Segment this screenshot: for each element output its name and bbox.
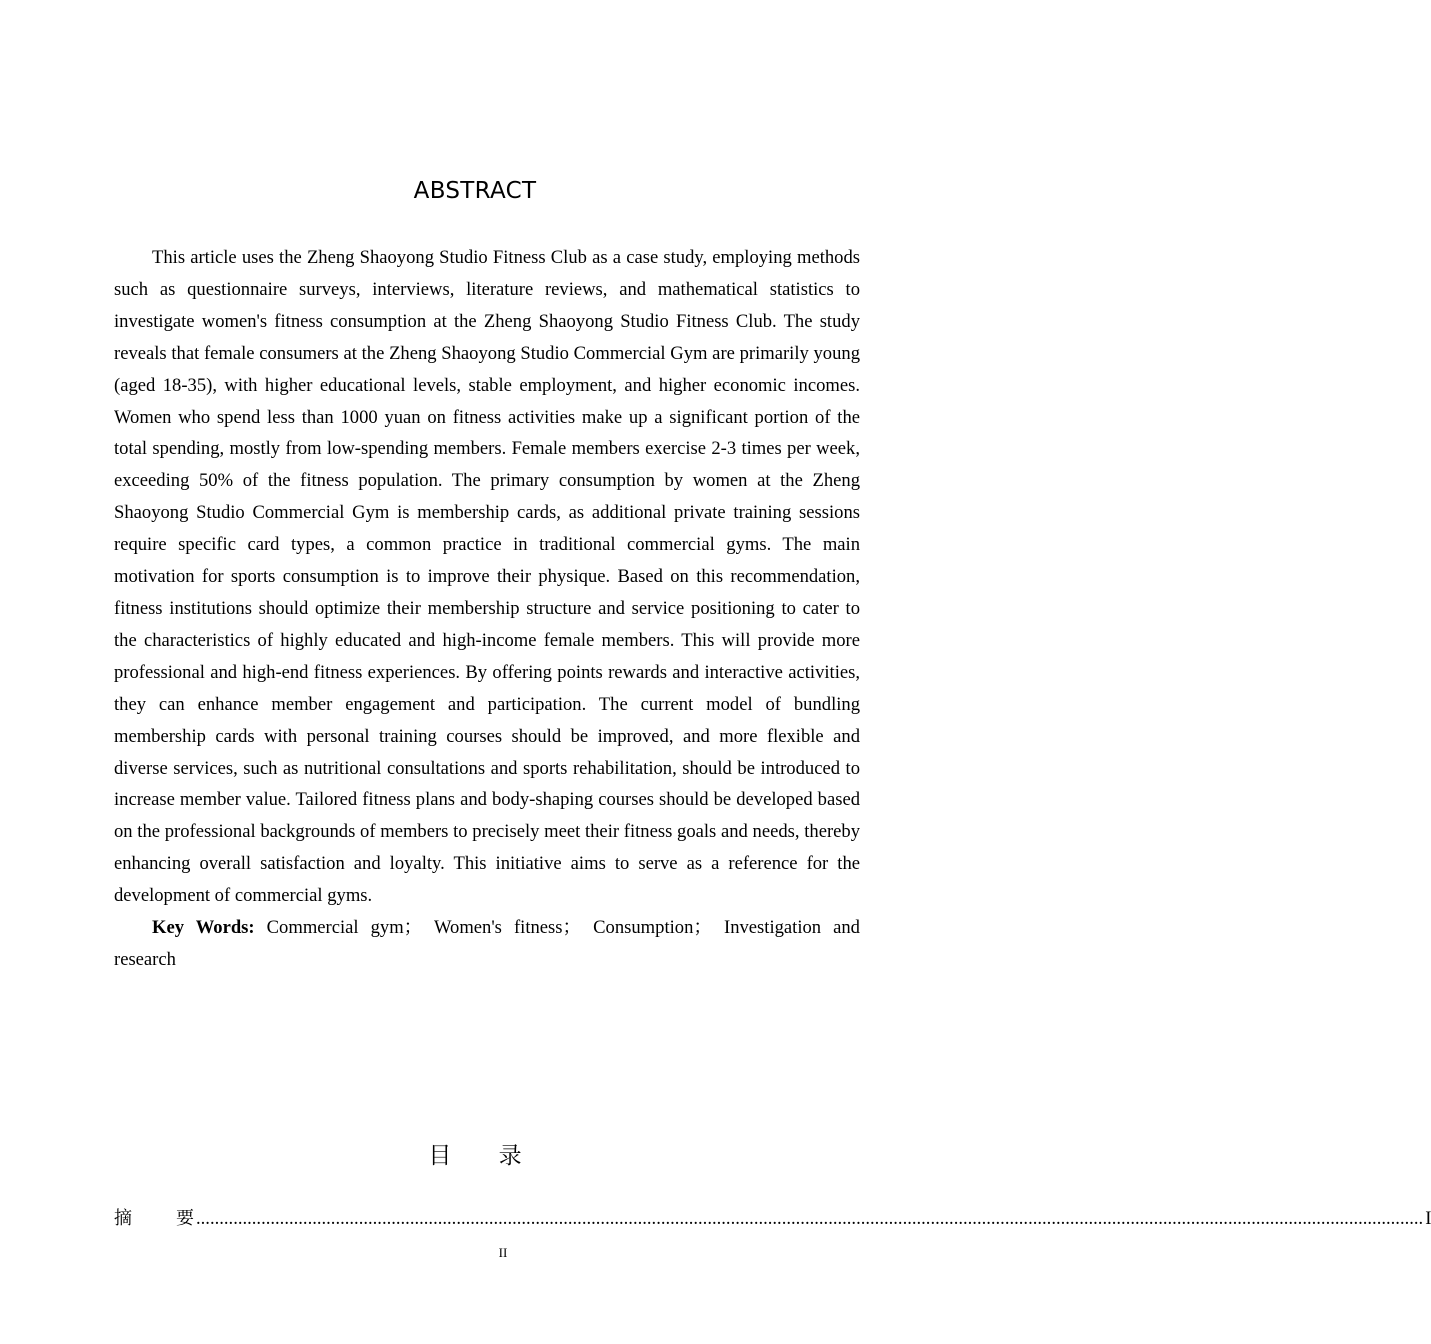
abstract-paragraph: This article uses the Zheng Shaoyong Studio Fitness Club as a case study, employing methods such as questionnaire surveys, interviews, literature reviews, and mathematical statistics to investigate women's fitness consumption at the Zheng Shaoyong Studio Fitness Club. The study reveals that female consumers at the Zheng Shaoyong Studio Commercial Gym are primarily young (aged 18-35), with higher educational levels, stable employment, and higher economic incomes. Women who spend less than 1000 yuan on fitness activities make up a significant portion of the total spending, mostly from low-spending members. Female members exercise 2-3 times per week, exceeding 50% of the fitness population. The primary consumption by women at the Zheng Shaoyong Studio Commercial Gym is membership cards, as additional private training sessions require specific card types, a common practice in traditional commercial gyms. The main motivation for sports consumption is to improve their physique. Based on this recommendation, fitness institutions should optimize their membership structure and service positioning to cater to the characteristics of highly educated and high-income female members. This will provide more professional and high-end fitness experiences. By offering points rewards and interactive activities, they can enhance member engagement and participation. The current model of bundling membership cards with personal training courses should be improved, and more flexible and diverse services, such as nutritional consultations and sports rehabilitation, should be introduced to increase member value. Tailored fitness plans and body-shaping courses should be developed based on the professional backgrounds of members to precisely meet their fitness goals and needs, thereby enhancing overall satisfaction and loyalty. This initiative aims to serve as a reference for the development of commercial gyms.	[114, 247, 860, 907]
keywords-text: Commercial gym； Women's fitness； Consumption； Investigation and research	[114, 917, 860, 970]
keywords-label: Key Words:	[152, 917, 255, 939]
toc-title-char-2: 录	[498, 1143, 522, 1169]
toc-title	[0, 1137, 950, 1170]
toc-leader-dots: ........................................................................................................................................................................................................................................................................	[196, 1208, 1424, 1229]
page-number: II	[498, 1245, 508, 1260]
toc-entry-label-char-1: 摘	[114, 1208, 132, 1229]
toc-entry-page: I	[1425, 1208, 1431, 1229]
toc-entry-label-char-2: 要	[176, 1208, 194, 1229]
keywords-paragraph	[114, 912, 860, 976]
toc-title-char-1: 目	[428, 1143, 452, 1169]
toc-entry-label	[114, 1204, 194, 1230]
abstract-body	[114, 242, 860, 976]
toc-entry-abstract-cn[interactable]	[114, 1202, 1431, 1230]
abstract-title: ABSTRACT	[413, 178, 537, 204]
